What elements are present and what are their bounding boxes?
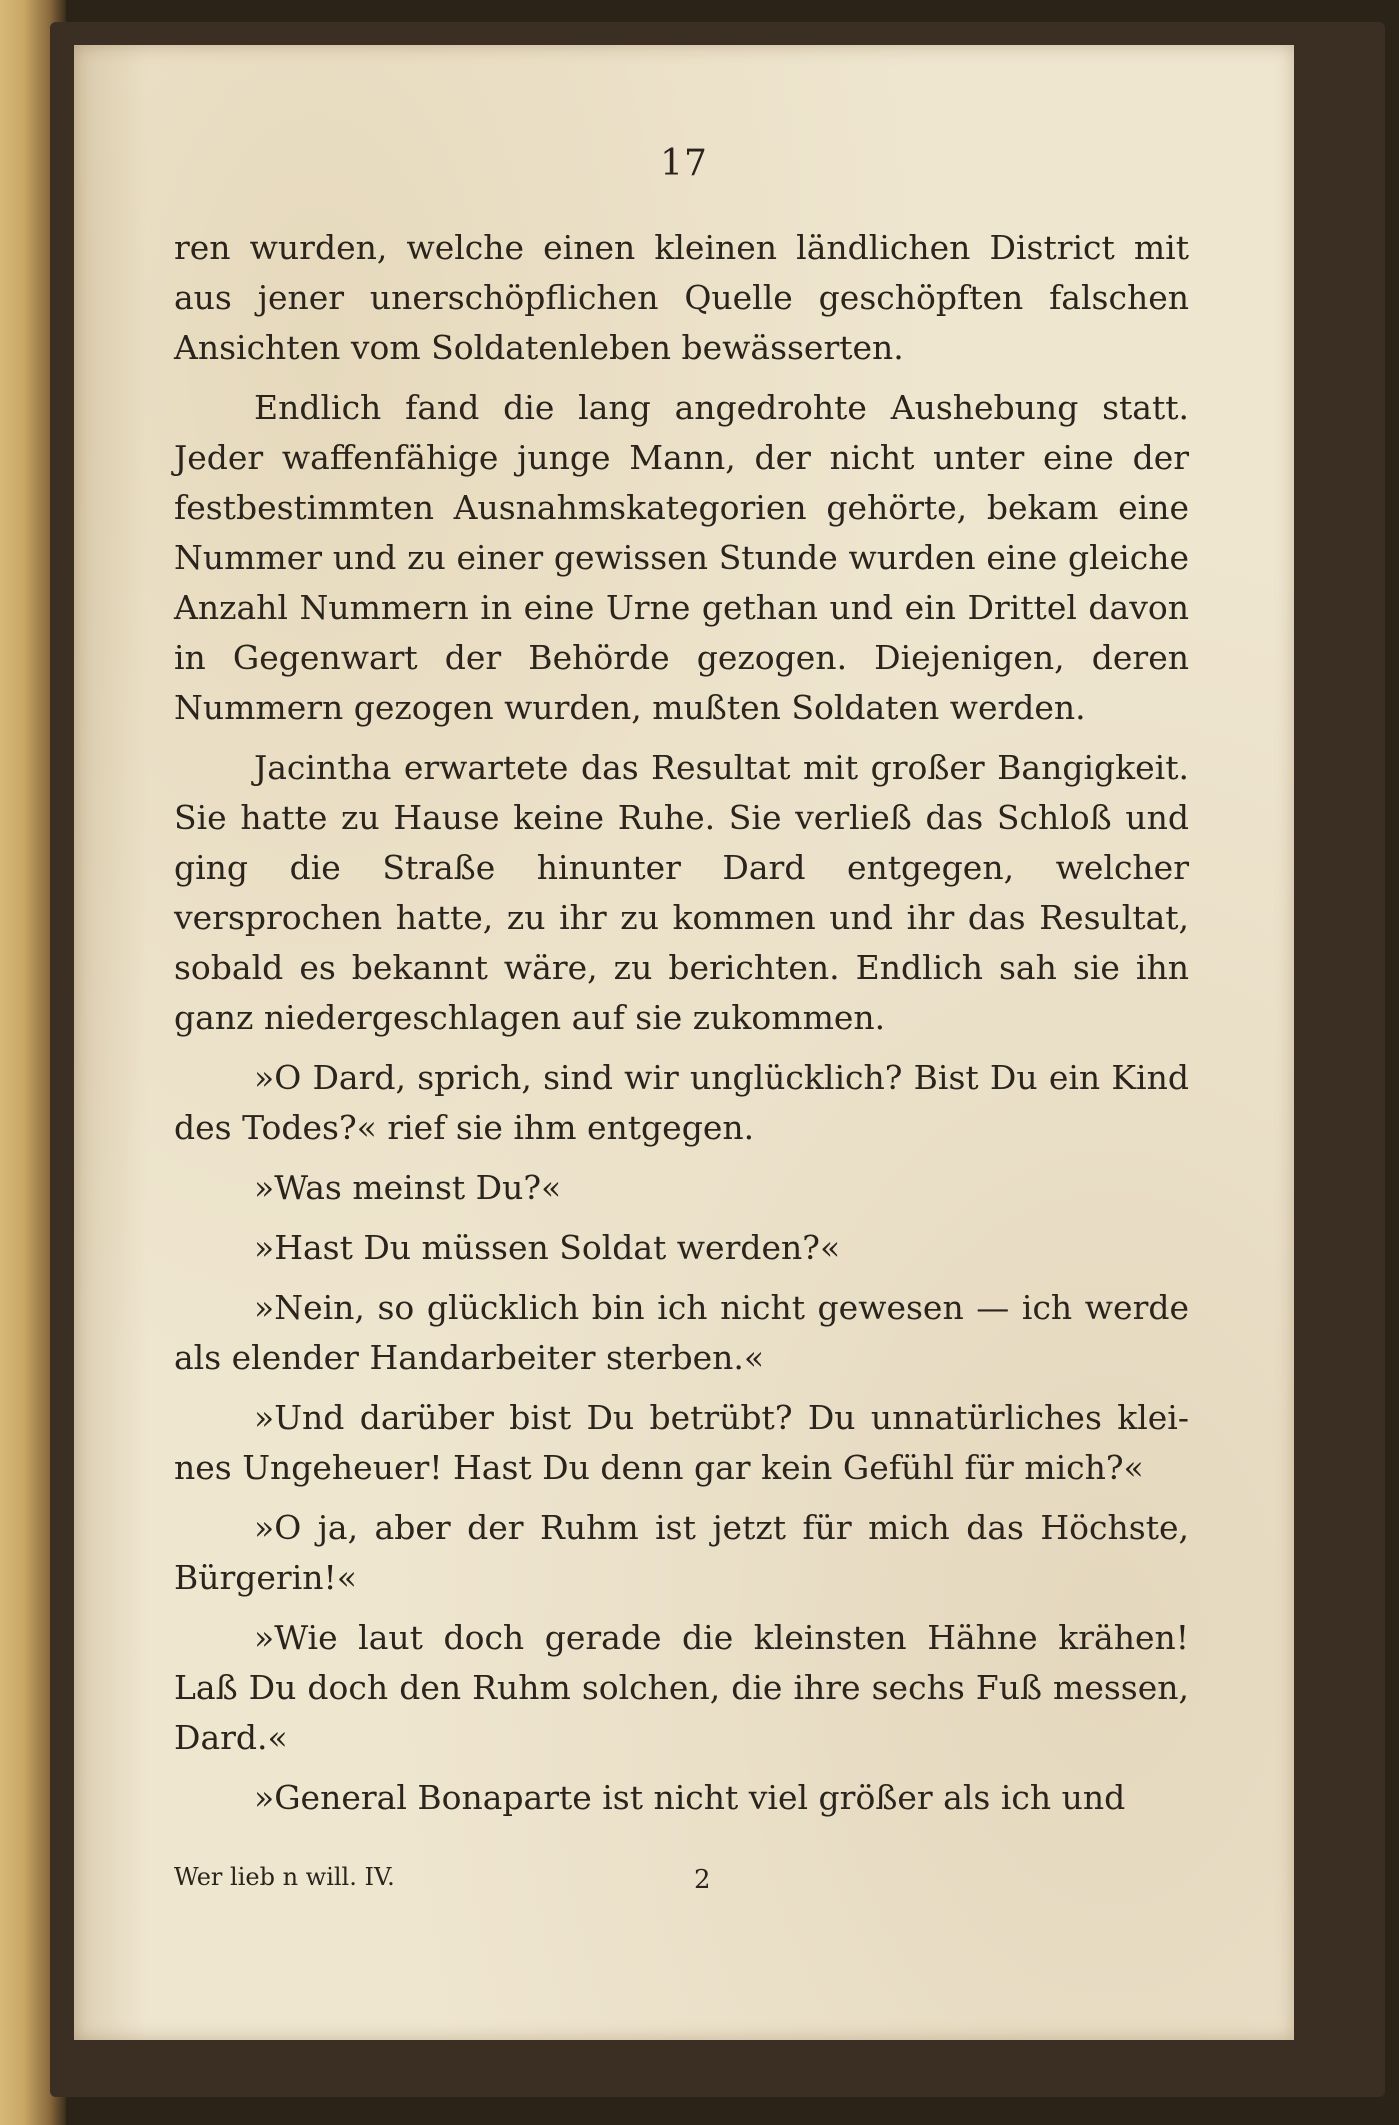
dialogue-line: »Und darüber bist Du betrübt? Du unnatürliches kleines Ungeheuer! Hast Du denn gar kein Gefühl für mich?« (174, 1398, 1189, 1487)
dialogue-line: »General Bonaparte ist nicht viel größer als ich und (254, 1778, 1126, 1817)
book-page (74, 45, 1294, 2040)
signature-line: Wer lieb n will. IV. (174, 1863, 395, 1891)
paragraph-continuation: ren wurden, welche einen kleinen ländlichen District mit aus jener unerschöpflichen Quelle geschöpften falschen Ansichten vom Soldatenleben bewässerten. (174, 228, 1189, 367)
page-number: 17 (660, 143, 708, 184)
paragraph-aushebung: Endlich fand die lang angedrohte Aushebung statt. Jeder waffenfähige junge Mann, der nicht unter eine der festbestimmten Ausnahmskategorien gehörte, bekam eine Nummer und zu einer gewissen Stunde wurden eine gleiche Anzahl Nummern in eine Urne gethan und ein Drittel davon in Gegenwart der Behörde gezogen. Diejenigen, deren Nummern gezogen wurden, mußten Soldaten werden. (174, 388, 1189, 727)
paragraph-jacintha: Jacintha erwartete das Resultat mit großer Bangigkeit. Sie hatte zu Hause keine Ruhe. Sie verließ das Schloß und ging die Straße hinunter Dard entgegen, welcher versprochen hatte, zu ihr zu kommen und ihr das Resultat, sobald es bekannt wäre, zu berichten. Endlich sah sie ihn ganz niedergeschlagen auf sie zukommen. (174, 748, 1189, 1037)
dialogue-line: »O Dard, sprich, sind wir unglücklich? Bist Du ein Kind des Todes?« rief sie ihm entgegen. (174, 1058, 1189, 1147)
dialogue-line: »Nein, so glücklich bin ich nicht gewesen — ich werde als elender Handarbeiter sterben.« (174, 1288, 1189, 1377)
dialogue-line: »Wie laut doch gerade die kleinsten Hähne krähen! Laß Du doch den Ruhm solchen, die ihre sechs Fuß messen, Dard.« (174, 1618, 1189, 1757)
page-footer (174, 1863, 1189, 1903)
dialogue-line: »Was meinst Du?« (254, 1168, 562, 1207)
dialogue-line: »Hast Du müssen Soldat werden?« (254, 1228, 841, 1267)
sheet-signature-mark: 2 (694, 1865, 711, 1895)
dialogue-line: »O ja, aber der Ruhm ist jetzt für mich das Höchste, Bürgerin!« (174, 1508, 1189, 1597)
page-text (174, 223, 1189, 1833)
